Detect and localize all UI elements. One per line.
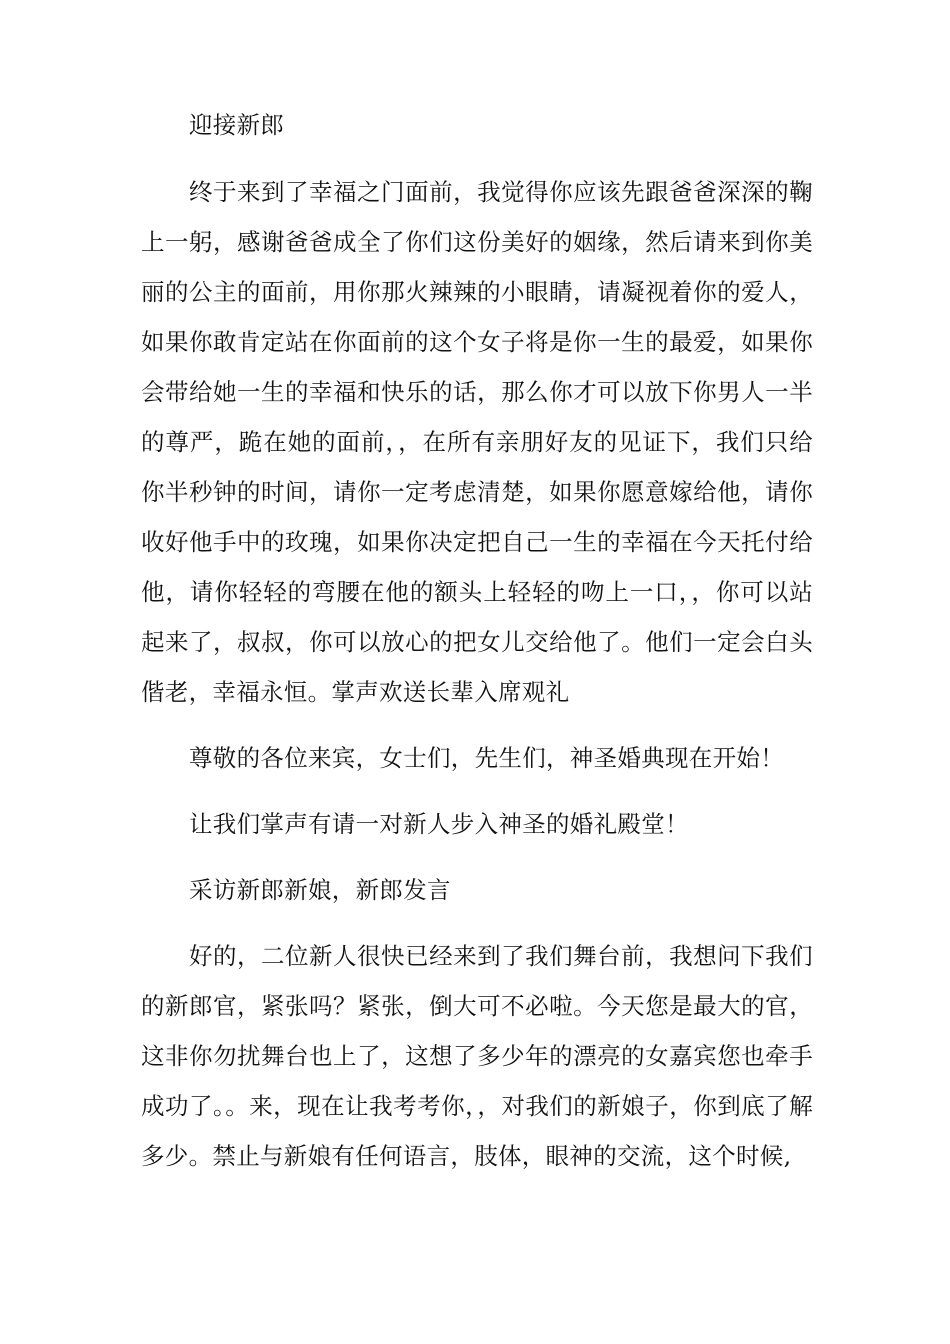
paragraph-ceremony-start: 尊敬的各位来宾，女士们，先生们，神圣婚典现在开始！	[189, 744, 784, 772]
paragraph-welcome-groom-speech: 终于来到了幸福之门面前，我觉得你应该先跟爸爸深深的鞠上一躬，感谢爸爸成全了你们这份美好的姻缘，然后请来到你美丽的公主的面前，用你那火辣辣的小眼睛，请凝视着你的爱人，如果你敢肯定站在你面前的这个女子将是你一生的最爱，如果你会带给她一生的幸福和快乐的话，那么你才可以放下你男人一半的尊严，跪在她的面前，，在所有亲朋好友的见证下，我们只给你半秒钟的时间，请你一定考虑清楚，如果你愿意嫁给他，请你收好他手中的玫瑰，如果你决定把自己一生的幸福在今天托付给他，请你轻轻的弯腰在他的额头上轻轻的吻上一口，，你可以站起来了，叔叔，你可以放心的把女儿交给他了。他们一定会白头偕老，幸福永恒。掌声欢送长辈入席观礼	[141, 178, 813, 706]
document-body	[141, 100, 813, 1181]
paragraph-couple-enter: 让我们掌声有请一对新人步入神圣的婚礼殿堂！	[189, 810, 689, 838]
section-heading-interview: 采访新郎新娘，新郎发言	[189, 876, 451, 904]
section-heading-welcome-groom: 迎接新郎	[189, 111, 285, 139]
paragraph-interview-speech: 好的，二位新人很快已经来到了我们舞台前，我想问下我们的新郎官，紧张吗？紧张，倒大可不必啦。今天您是最大的官，这非你勿扰舞台也上了，这想了多少年的漂亮的女嘉宾您也牵手成功了。。来，现在让我考考你，，对我们的新娘子，你到底了解多少。禁止与新娘有任何语言，肢体，眼神的交流，这个时候,	[141, 942, 813, 1170]
